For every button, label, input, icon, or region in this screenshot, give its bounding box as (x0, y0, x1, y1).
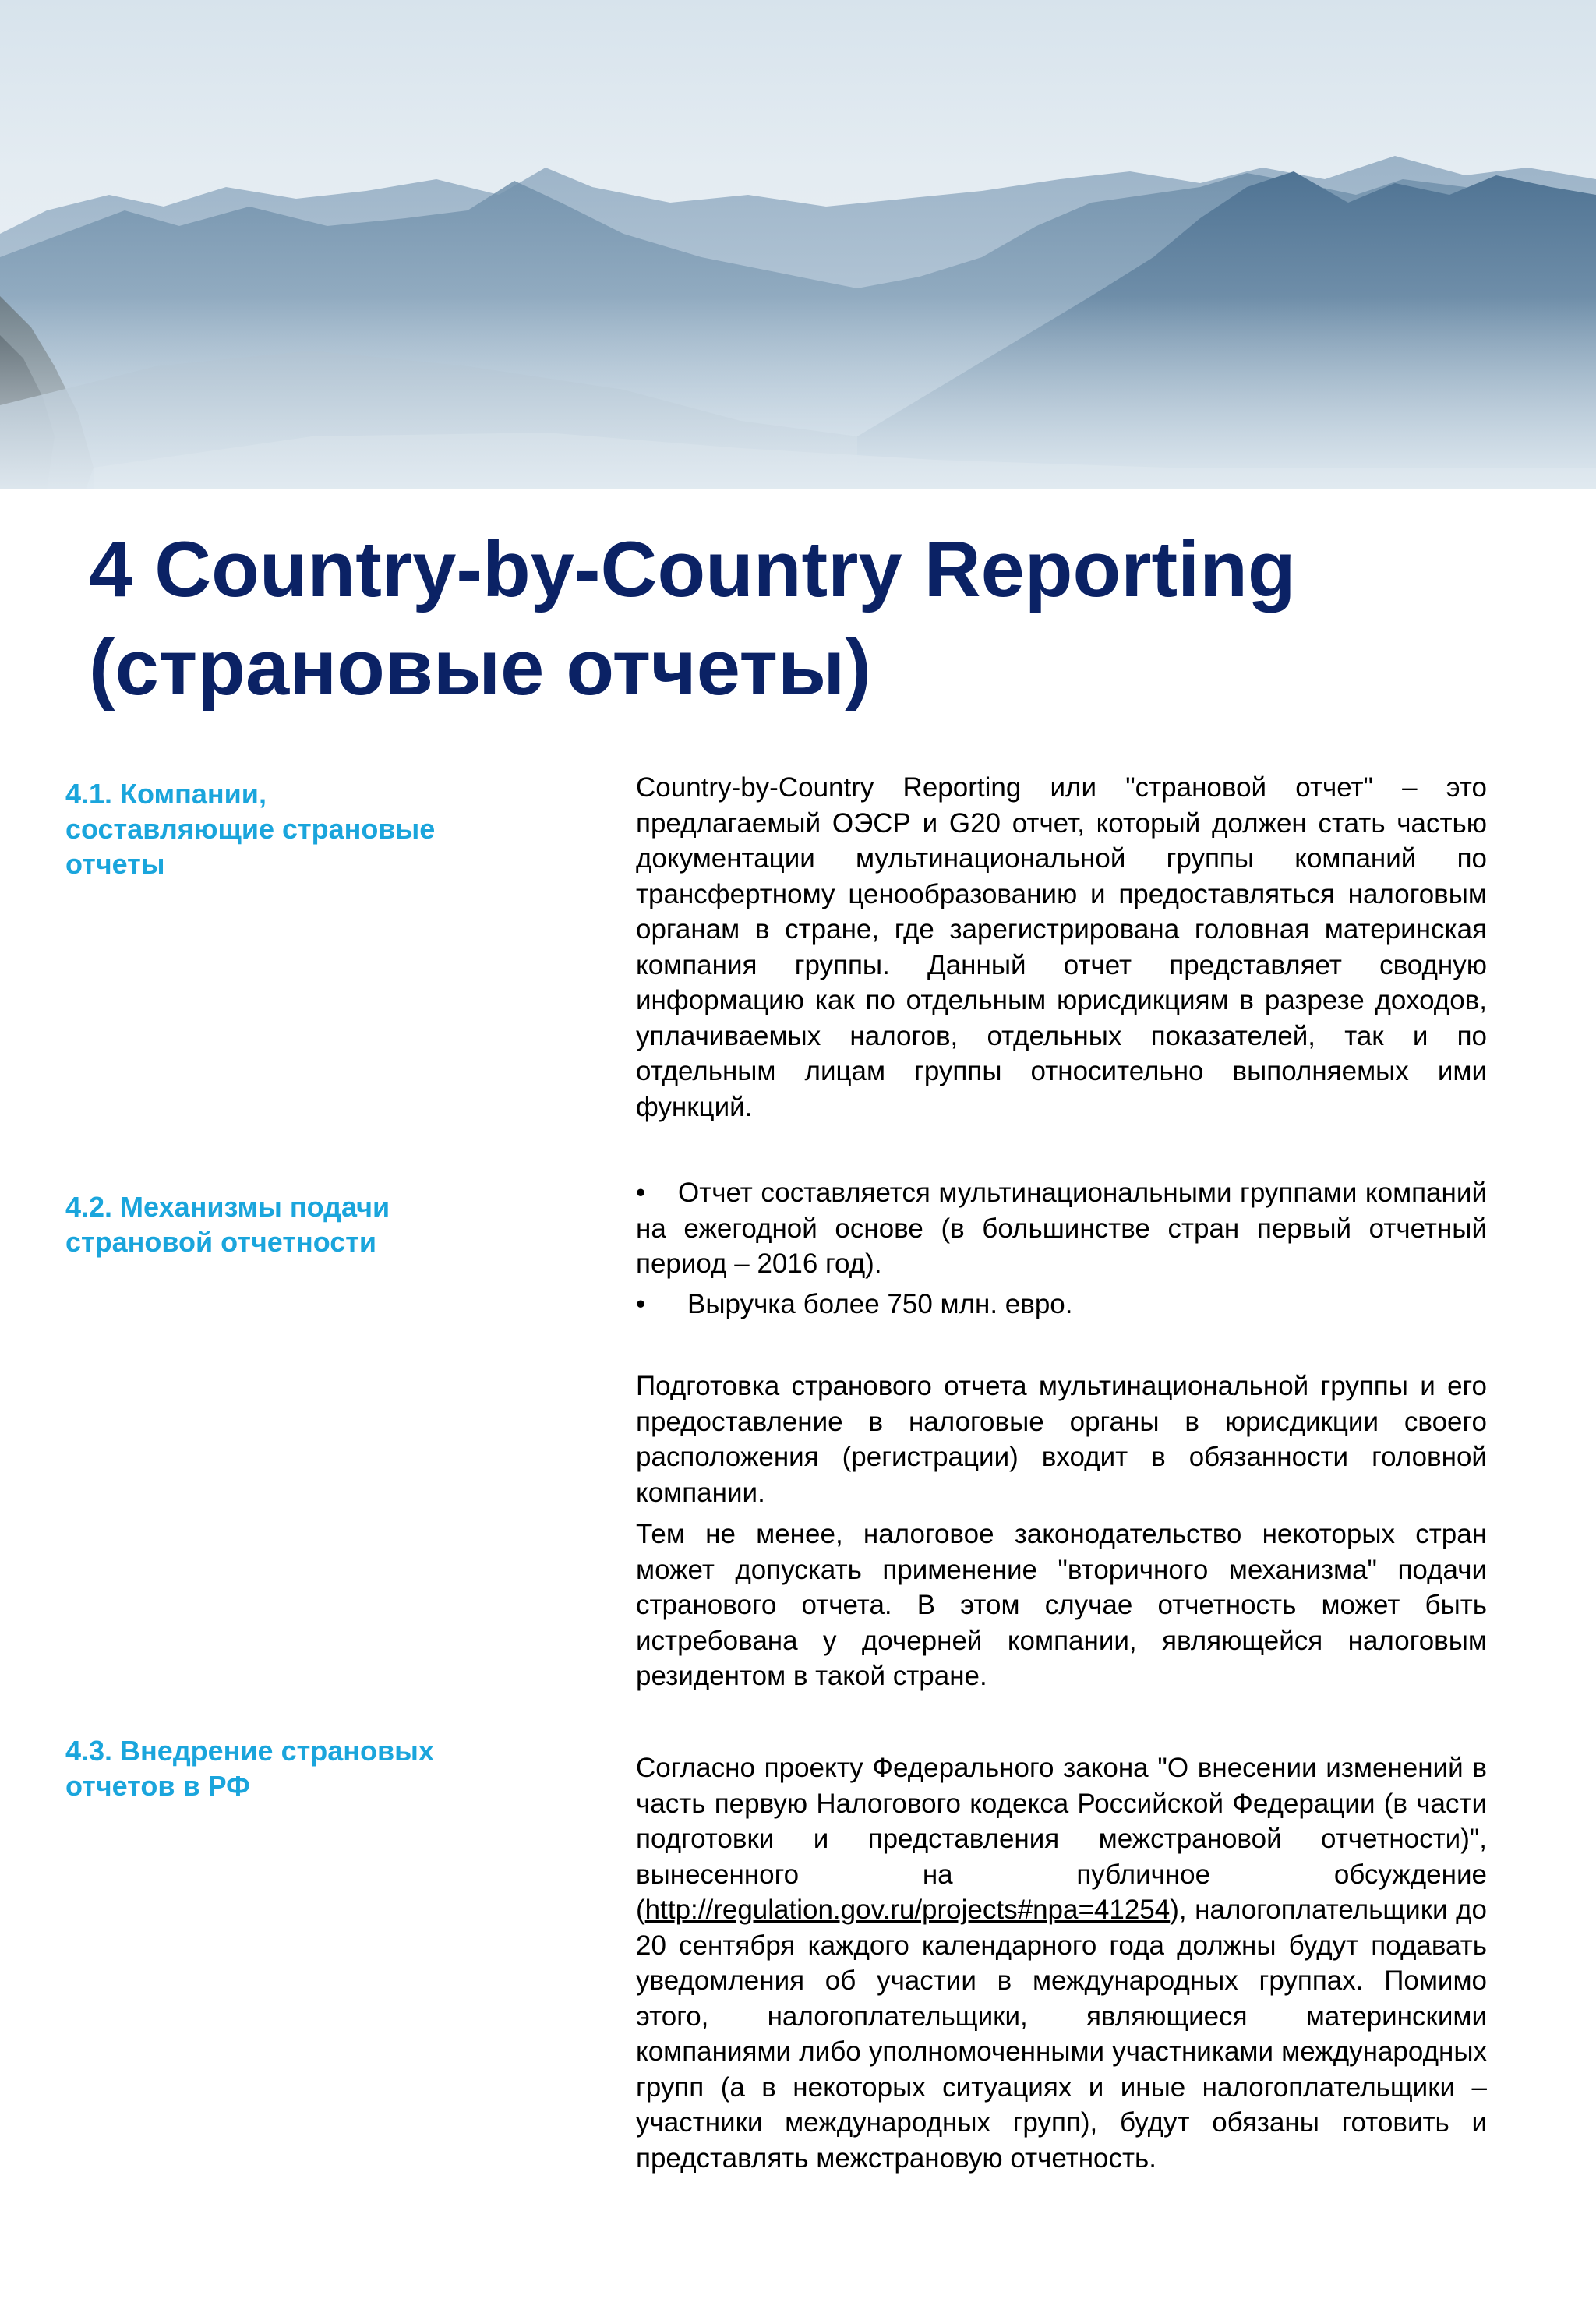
page-title (89, 521, 1538, 717)
section-heading-4-2 (65, 1189, 502, 1259)
section-heading-line: 4.3. Внедрение страновых (65, 1735, 434, 1767)
section-heading-line: 4.2. Механизмы подачи (65, 1191, 390, 1223)
section-heading-4-3 (65, 1733, 502, 1803)
bullet-item (636, 1175, 1487, 1282)
mountain-landscape-illustration (0, 0, 1596, 489)
bullet-item (636, 1287, 1487, 1323)
paragraph: Подготовка странового отчета мультинациональной группы и его предоставление в налоговые органы в юрисдикции своего расположения (регистрации) входит в обязанности головной компании. (636, 1371, 1487, 1508)
page-title-line-2: (страновые отчеты) (89, 624, 871, 712)
hero-mountain-image (0, 0, 1596, 489)
bullet-icon: • (636, 1178, 646, 1208)
section-body-4-1 (636, 770, 1487, 1125)
section-heading-line: составляющие страновые (65, 813, 436, 845)
page-title-line-1: 4 Country-by-Country Reporting (89, 526, 1296, 613)
section-heading-line: отчетов в РФ (65, 1770, 250, 1802)
section-body-4-3 (636, 1750, 1487, 2176)
paragraph: Тем не менее, налоговое законодательство некоторых стран может допускать применение "вторичного механизма" подачи странового отчета. В этом случае отчетность может быть истребована у дочерней компании, являющейся налоговым резидентом в такой стране. (636, 1519, 1487, 1691)
paragraph-text: ), налогоплательщики до 20 сентября каждого календарного года должны будут подавать уведомления об участии в международных группах. Помимо этого, налогоплательщики, являющиеся материнскими компаниями либо уполномоченными участниками международных групп (а в некоторых ситуациях и иные налогоплательщики – участники международных групп), будут обязаны готовить и представлять межстрановую отчетность. (636, 1895, 1487, 2174)
section-heading-line: 4.1. Компании, (65, 778, 267, 810)
section-heading-4-1 (65, 776, 502, 881)
section-heading-line: отчеты (65, 848, 165, 880)
paragraph (636, 1750, 1487, 2176)
paragraph-text: Согласно проекту Федерального закона "О внесении изменений в часть первую Налогового кодекса Российской Федерации (в части подготовки и представления межстрановой отчетности)", вынесенного на публичное обсуждение ( (636, 1753, 1487, 1925)
paragraph: Country-by-Country Reporting или "страновой отчет" – это предлагаемый ОЭСР и G20 отчет, который должен стать частью документации мультинациональной группы компаний по трансфертному ценообразованию и предоставляться налоговым органам в стране, где зарегистрирована головная материнская компания группы. Данный отчет представляет сводную информацию как по отдельным юрисдикциям в разрезе доходов, уплачиваемых налогов, отдельных показателей, так и по отдельным лицам группы относительно выполняемых ими функций. (636, 772, 1487, 1122)
bullet-text-content: Отчет составляется мультинациональными группами компаний на ежегодной основе (в большинстве стран первый отчетный период – 2016 год). (636, 1178, 1487, 1279)
bullet-icon: • (636, 1288, 646, 1319)
section-body-4-2 (636, 1175, 1487, 1694)
section-heading-line: страновой отчетности (65, 1226, 377, 1258)
bullet-text (636, 1175, 1487, 1282)
bullet-text: Выручка более 750 млн. евро. (687, 1288, 1073, 1319)
regulation-link[interactable]: http://regulation.gov.ru/projects#npa=41254 (644, 1895, 1171, 1925)
